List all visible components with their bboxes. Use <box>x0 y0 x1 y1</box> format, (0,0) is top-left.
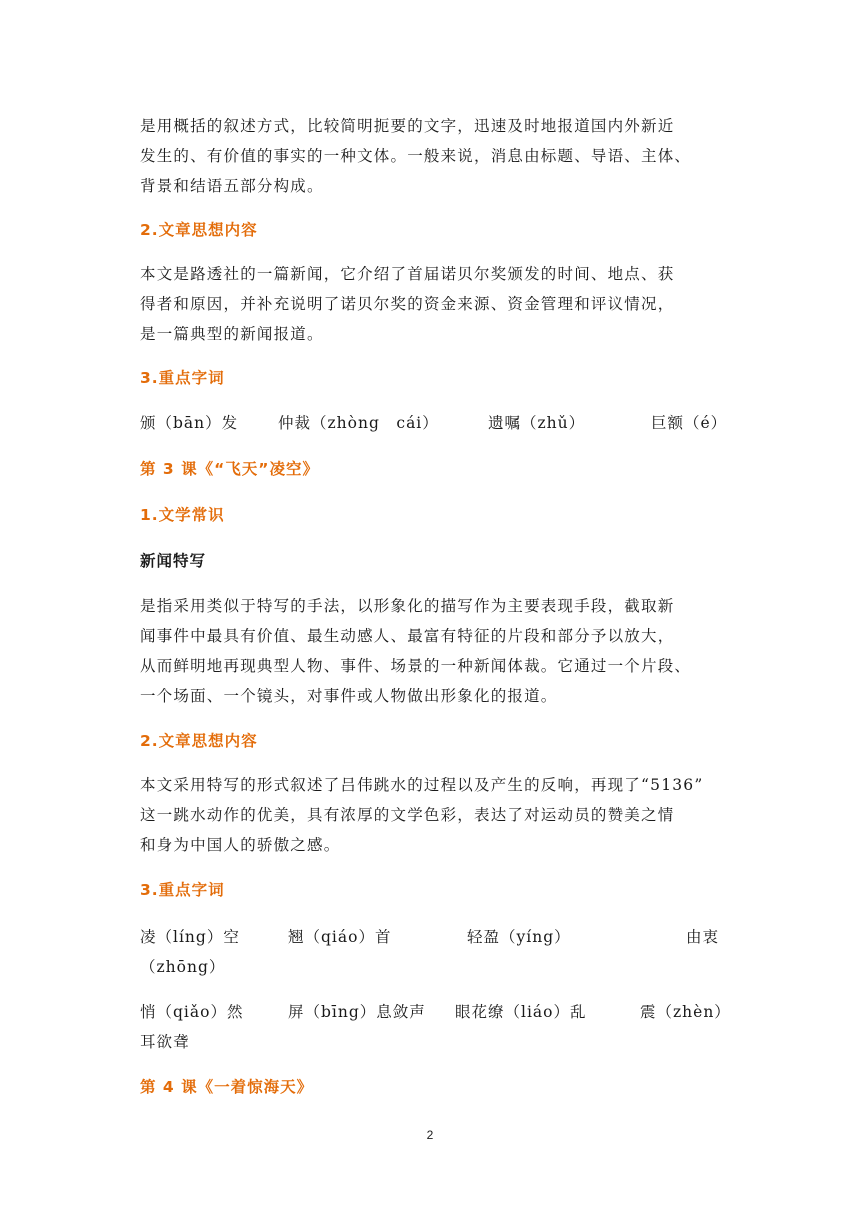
paragraph-line: 闻事件中最具有价值、最生动感人、最富有特征的片段和部分予以放大， <box>140 627 675 645</box>
paragraph-line: 从而鲜明地再现典型人物、事件、场景的一种新闻体裁。它通过一个片段、 <box>140 657 692 675</box>
key-words-row <box>140 408 728 438</box>
key-words-row <box>140 922 722 982</box>
lesson-title: 第 4 课《一着惊海天》 <box>140 1078 314 1096</box>
paragraph-line: 得者和原因，并补充说明了诺贝尔奖的资金来源、资金管理和评议情况， <box>140 295 675 313</box>
key-word: 颁（bān）发 <box>140 414 239 432</box>
term-paragraph <box>140 591 722 711</box>
key-word-wrap: （zhōng） <box>140 958 226 976</box>
key-word-wrap: 耳欲聋 <box>140 1033 190 1051</box>
paragraph-line: 是指采用类似于特写的手法，以形象化的描写作为主要表现手段，截取新 <box>140 597 675 615</box>
key-word: 眼花缭（liáo）乱 <box>455 1003 587 1021</box>
paragraph-line: 发生的、有价值的事实的一种文体。一般来说，消息由标题、导语、主体、 <box>140 147 692 165</box>
page-number: 2 <box>426 1128 434 1142</box>
key-word: 凌（líng）空 <box>140 928 240 946</box>
paragraph-line: 是一篇典型的新闻报道。 <box>140 325 324 343</box>
key-word: 悄（qiǎo）然 <box>140 1003 244 1021</box>
key-word: 轻盈（yíng） <box>467 928 571 946</box>
paragraph-line: 本文采用特写的形式叙述了吕伟跳水的过程以及产生的反响，再现了“5136” <box>140 776 704 794</box>
key-word: 巨额（é） <box>651 414 728 432</box>
thought-paragraph <box>140 259 722 349</box>
section-heading-thought: 2.文章思想内容 <box>140 732 258 750</box>
section-heading-literature: 1.文学常识 <box>140 506 225 524</box>
key-word: 由衷 <box>686 928 720 946</box>
paragraph-line: 是用概括的叙述方式，比较简明扼要的文字，迅速及时地报道国内外新近 <box>140 117 675 135</box>
paragraph-line: 背景和结语五部分构成。 <box>140 177 324 195</box>
key-word: 翘（qiáo）首 <box>288 928 392 946</box>
key-word: 仲裁（zhòng cái） <box>278 414 439 432</box>
section-heading-words: 3.重点字词 <box>140 369 225 387</box>
paragraph-line: 一个场面、一个镜头，对事件或人物做出形象化的报道。 <box>140 687 558 705</box>
section-heading-thought: 2.文章思想内容 <box>140 221 258 239</box>
key-word: 屏（bīng）息敛声 <box>288 1003 426 1021</box>
paragraph-line: 和身为中国人的骄傲之感。 <box>140 836 341 854</box>
paragraph-line: 这一跳水动作的优美，具有浓厚的文学色彩，表达了对运动员的赞美之情 <box>140 806 675 824</box>
thought-paragraph <box>140 770 722 860</box>
paragraph-line: 本文是路透社的一篇新闻，它介绍了首届诺贝尔奖颁发的时间、地点、获 <box>140 265 675 283</box>
lesson-title: 第 3 课《“飞天”凌空》 <box>140 460 319 478</box>
key-words-row <box>140 997 731 1057</box>
key-word: 遗嘱（zhǔ） <box>488 414 586 432</box>
section-heading-words: 3.重点字词 <box>140 881 225 899</box>
intro-paragraph <box>140 111 722 201</box>
term-heading: 新闻特写 <box>140 552 207 570</box>
key-word: 震（zhèn） <box>640 1003 731 1021</box>
